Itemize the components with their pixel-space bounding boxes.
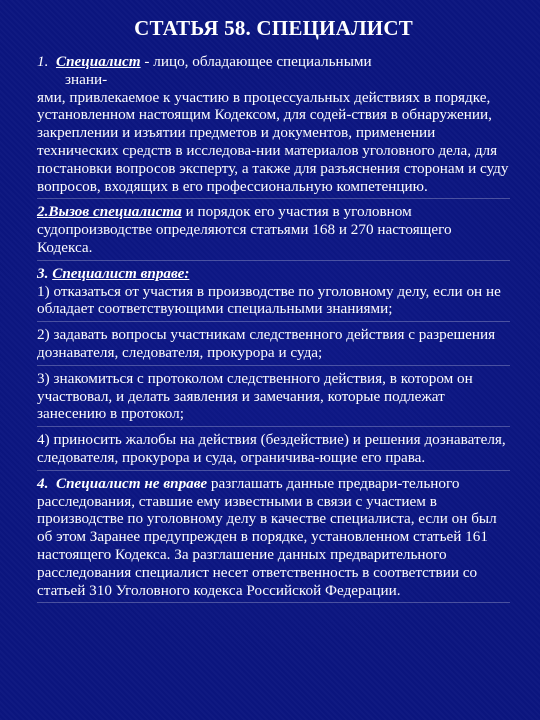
article-item-1 (37, 53, 510, 195)
article-item-2 (37, 203, 510, 256)
item3-number: 3. (37, 264, 49, 282)
item4-text: разглашать данные предвари-тельного расследования, ставшие ему известными в связи с участием в производстве по уголовному делу в качестве специалиста, если он был об этом Заранее предупрежден в порядке, установленном статьей 161 настоящего Кодекса. За разглашение данных предварительного расследования специалист несет ответственность в соответствии со статьей 310 Уголовного кодекса Российской Федерации. (37, 474, 497, 599)
item1-line1-rest: - лицо, обладающее специальными (140, 53, 372, 70)
item1-body: ями, привлекаемое к участию в процессуальных действиях в порядке, установленном настоящим Кодексом, для содей-ствия в обнаружении, закреплении и изъятии предметов и документов, применении технических средств в исследова-нии материалов уголовного дела, для постановки вопросов эксперту, а также для разъяснения сторонам и суду вопросов, входящих в его профессиональную компетенцию. (37, 88, 509, 195)
article-item-3-sub3 (37, 370, 510, 423)
item3-sub3: 3) знакомиться с протоколом следственного действия, в котором он участвовал, и делать заявления и замечания, которые подлежат занесению в протокол; (37, 369, 473, 423)
item2-term: Вызов специалиста (48, 203, 182, 221)
item3-heading (37, 265, 510, 318)
item3-sub1: 1) отказаться от участия в производстве по уголовному делу, если он не обладает соответствующими специальными знаниями; (37, 282, 501, 318)
item2-paragraph (37, 203, 510, 256)
article-item-3-heading (37, 265, 510, 318)
item4-paragraph (37, 475, 510, 600)
article-item-3-sub4 (37, 431, 510, 467)
item1-paragraph (37, 53, 510, 195)
item2-number: 2. (37, 203, 49, 221)
item4-term: Специалист не вправе (55, 474, 208, 492)
item1-line2: знани- (65, 70, 108, 88)
item2-text: и порядок его участия в уголовном судопроизводстве определяются статьями 168 и 270 настоящего Кодекса. (37, 203, 452, 256)
item3-sub4: 4) приносить жалобы на действия (бездействие) и решения дознавателя, следователя, прокурора и суда, ограничива-ющие его права. (37, 431, 506, 466)
item3-sub2: 2) задавать вопросы участникам следственного действия с разрешения дознавателя, следователя, прокурора и суда; (37, 326, 496, 361)
page-title: СТАТЬЯ 58. СПЕЦИАЛИСТ (134, 16, 413, 40)
item3-term: Специалист вправе: (52, 264, 190, 282)
item1-term: Специалист (55, 53, 141, 70)
article-item-4 (37, 475, 510, 600)
item1-number: 1. (37, 53, 49, 70)
article-item-3-sub2 (37, 326, 510, 362)
item4-number: 4. (37, 474, 49, 492)
